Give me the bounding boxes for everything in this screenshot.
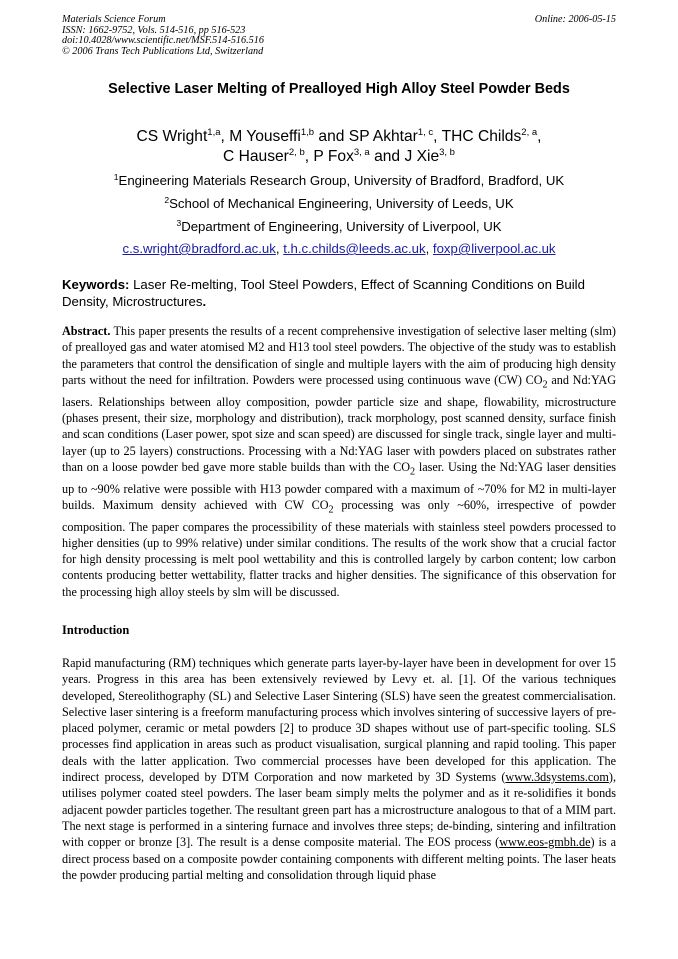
abstract-text-2: and Nd:YAG lasers. Relationships between alloy composition, powder particle size and shape, flowability, microstructure (phases present, their size, morphology and distribution), track morphology, post scanned density, surface finish and scan conditions (Laser power, spot size and scan speed) are discussed for single track, single layer and multi-layer (up to 25 layers) constructions. Processing with a Nd:YAG laser with powders placed on substrates rather than on a loose powder bed gave more stable builds than with the CO: [62, 372, 616, 474]
journal-header: [62, 15, 616, 57]
subscript-2: 2: [328, 504, 334, 516]
email-link-liverpool[interactable]: foxp@liverpool.ac.uk: [432, 241, 556, 256]
author-emails: c.s.wright@bradford.ac.uk, t.h.c.childs@leeds.ac.uk, foxp@liverpool.ac.uk: [122, 241, 556, 256]
online-date: Online: 2006-05-15: [534, 14, 616, 25]
author-name: P Fox: [313, 148, 354, 165]
link-3dsystems[interactable]: www.3dsystems.com: [505, 770, 609, 785]
author-affil-mark: 3, a: [353, 147, 370, 158]
abstract-text-4: processing was only ~60%, irrespective of powder composition. The paper compares the processibility of these materials with stainless steel powders processed to higher densities (up to 99% relative) under similar conditions. The results of the work show that a crucial factor for high density processing is melt pool wettability and this is controlled largely by carbon content; low carbon contents producing better wettability, flatter tracks and higher densities. The significance of this observation for the processing high alloy steels by slm will be discussed.: [62, 497, 616, 599]
intro-text-2: ), utilises polymer coated steel powders. The laser beam simply melts the polymer and as it re-solidifies it bonds adjacent powder particles together. The resultant green part has a microstructure analogous to that of a MIM part. The next stage is performed in a sintering furnace and involves three steps; de-binding, sintering and infiltration with copper or bronze [3]. The result is a dense composite material. The EOS process (: [62, 770, 616, 850]
journal-name: Materials Science Forum: [62, 14, 166, 25]
introduction-body: [62, 655, 616, 883]
doi: doi:10.4028/www.scientific.net/MSF.514-516.516: [62, 35, 264, 47]
intro-text-3: ) is a direct process based on a composite powder containing components with different melting points. The laser heats the powder producing partial melting and consolidation through liquid phase: [62, 835, 616, 882]
copyright: © 2006 Trans Tech Publications Ltd, Switzerland: [62, 45, 264, 57]
intro-text-1: Rapid manufacturing (RM) techniques which generate parts layer-by-layer have been in development for over 15 years. Progress in this area has been extensively reviewed by Levy et. al. [1]. Of the various techniques developed, Stereolithography (SL) and Selective Laser Sintering (SLS) have seen the greatest commercialisation. Selective laser sintering is a freeform manufacturing process which involves sintering of successive layers of pre-placed polymer, ceramic or metal powders [2] to produce 3D shapes without use of part-specific tooling. SLS processes find application in areas such as product visualisation, surgical planning and rapid tooling. This paper deals with the latter application. Two commercial processes have been developed for this application. The indirect process, developed by DTM Corporation and now marketed by 3D Systems (: [62, 656, 617, 785]
author-name: CS Wright: [136, 128, 208, 145]
author-affil-mark: 1,b: [300, 127, 315, 138]
author-conjunction: and: [374, 148, 401, 165]
author-list: CS Wright$^{1,a}$, M Youseffi$^{1,b}$ and SP Akhtar$^{1, c}$, THC Childs$^{2, a}$, C Hauser$^{2, b}$, P Fox$^{3, a}$ and J Xie$^{3, b}$: [136, 127, 542, 165]
affiliation-2: [62, 196, 616, 212]
keywords-label: Keywords:: [62, 277, 130, 292]
affiliation-3: [62, 219, 616, 235]
affiliation-text: Department of Engineering, University of Liverpool, UK: [181, 219, 502, 234]
abstract-text-1: This paper presents the results of a recent comprehensive investigation of selective laser melting (slm) of prealloyed gas and water atomised M2 and H13 tool steel powders. The objective of the study was to establish the parameters that control the densification of single and multiple layers with the aim of producing high density parts without the need for infiltration. Powders were processed using continuous wave (CW) CO: [62, 324, 616, 387]
author-affil-mark: 2, a: [521, 127, 538, 138]
author-affil-mark: 1, c: [417, 127, 434, 138]
affiliation-number: 3: [176, 218, 182, 228]
keywords-text: Laser Re-melting, Tool Steel Powders, Effect of Scanning Conditions on Build Density, Microstructures: [62, 277, 585, 309]
author-affil-mark: 1,a: [207, 127, 221, 138]
author-name: THC Childs: [441, 128, 522, 145]
affiliation-text: Engineering Materials Research Group, University of Bradford, Bradford, UK: [118, 173, 565, 188]
issn: ISSN: 1662-9752, Vols. 514-516, pp 516-523: [62, 24, 246, 36]
affiliation-text: School of Mechanical Engineering, University of Leeds, UK: [169, 196, 514, 211]
abstract-label: Abstract.: [62, 324, 111, 338]
affiliation-number: 1: [113, 172, 119, 182]
subscript-2: 2: [410, 466, 416, 478]
author-name: M Youseffi: [229, 128, 301, 145]
section-heading-introduction: Introduction: [62, 623, 130, 637]
abstract: [62, 323, 616, 600]
author-name: J Xie: [404, 148, 440, 165]
author-affil-mark: 3, b: [439, 147, 455, 158]
subscript-2: 2: [542, 379, 548, 391]
author-conjunction: and: [318, 128, 345, 145]
keywords: Keywords: Laser Re-melting, Tool Steel Powders, Effect of Scanning Conditions on Build Density, Microstructures.: [62, 277, 585, 309]
author-name: SP Akhtar: [348, 128, 418, 145]
affiliation-1: [62, 173, 616, 189]
paper-title: Selective Laser Melting of Prealloyed High Alloy Steel Powder Beds: [108, 81, 570, 97]
email-link-leeds[interactable]: t.h.c.childs@leeds.ac.uk: [283, 241, 426, 256]
email-link-bradford[interactable]: c.s.wright@bradford.ac.uk: [122, 241, 276, 256]
author-name: C Hauser: [223, 148, 289, 165]
abstract-text-3: laser. Using the Nd:YAG laser densities up to ~90% relative were possible with H13 powder compared with a maximum of ~70% for M2 in multi-layer builds. Maximum density achieved with CW CO: [62, 459, 616, 512]
author-affil-mark: 2, b: [288, 147, 305, 158]
affiliation-number: 2: [164, 195, 170, 205]
link-eos[interactable]: www.eos-gmbh.de: [499, 835, 591, 850]
